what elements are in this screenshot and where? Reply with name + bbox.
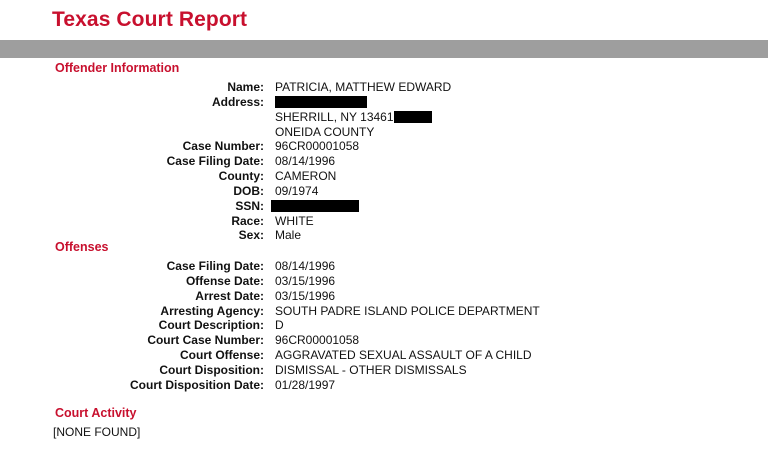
address-line2-value: SHERRILL, NY 13461 [275, 110, 432, 125]
arresting-agency-value: SOUTH PADRE ISLAND POLICE DEPARTMENT [275, 303, 540, 318]
field-label: Offense Date: [185, 273, 264, 288]
field-label: Case Filing Date: [166, 154, 264, 169]
field-label: Arresting Agency: [160, 303, 264, 318]
offender-address-line3-row [0, 125, 768, 140]
address-zip-redaction [394, 111, 432, 123]
section-title-court-activity: Court Activity [55, 406, 137, 420]
offender-name-row [0, 80, 768, 95]
arresting-agency-row [0, 304, 768, 319]
offender-info-list [0, 80, 768, 243]
ssn-redaction [271, 199, 359, 214]
court-offense-value: AGGRAVATED SEXUAL ASSAULT OF A CHILD [275, 348, 532, 363]
court-case-number-value: 96CR00001058 [275, 333, 360, 348]
field-label: Name: [227, 80, 264, 94]
case-number-value: 96CR00001058 [275, 139, 360, 154]
field-label: Address: [211, 94, 264, 109]
offense-case-filing-date-row [0, 259, 768, 274]
field-label: Court Description: [158, 318, 264, 333]
court-disposition-date-value: 01/28/1997 [275, 377, 336, 392]
offender-case-filing-date-row [0, 154, 768, 169]
offense-date-row [0, 274, 768, 289]
field-label: Case Filing Date: [166, 259, 264, 273]
court-disposition-date-row [0, 378, 768, 393]
offender-ssn-row [0, 199, 768, 214]
court-description-row [0, 318, 768, 333]
offender-county-row [0, 169, 768, 184]
offender-race-row [0, 214, 768, 229]
field-label: Race: [231, 213, 264, 228]
case-filing-date-value: 08/14/1996 [275, 154, 336, 169]
address-redaction [275, 95, 367, 110]
header-divider-bar [0, 40, 768, 58]
report-title: Texas Court Report [52, 8, 248, 31]
section-title-offender: Offender Information [55, 61, 180, 75]
court-description-value: D [275, 318, 284, 333]
arrest-date-row [0, 289, 768, 304]
field-label: Sex: [238, 228, 264, 243]
offender-case-number-row [0, 139, 768, 154]
field-label: SSN: [235, 198, 264, 213]
field-label: Court Disposition Date: [130, 377, 264, 392]
sex-value: Male [275, 228, 302, 243]
arrest-date-value: 03/15/1996 [275, 288, 336, 303]
dob-value: 09/1974 [275, 183, 319, 198]
offenses-list [0, 259, 768, 393]
offender-sex-row [0, 228, 768, 243]
court-offense-row [0, 348, 768, 363]
offense-case-filing-date-value: 08/14/1996 [275, 259, 336, 273]
field-label: Arrest Date: [195, 288, 264, 303]
offender-name-value: PATRICIA, MATTHEW EDWARD [275, 80, 452, 94]
field-label: Case Number: [182, 139, 264, 154]
address-line3-value: ONEIDA COUNTY [275, 124, 375, 139]
court-activity-result: [NONE FOUND] [53, 425, 141, 439]
offense-date-value: 03/15/1996 [275, 273, 336, 288]
offender-address-row [0, 95, 768, 110]
field-label: DOB: [233, 183, 264, 198]
court-case-number-row [0, 333, 768, 348]
court-disposition-value: DISMISSAL - OTHER DISMISSALS [275, 362, 467, 377]
race-value: WHITE [275, 213, 314, 228]
county-value: CAMERON [275, 169, 337, 184]
field-label: Court Offense: [180, 348, 264, 363]
offender-dob-row [0, 184, 768, 199]
field-label: Court Case Number: [147, 333, 264, 348]
field-label: County: [218, 169, 264, 184]
offender-address-line2-row [0, 110, 768, 125]
court-disposition-row [0, 363, 768, 378]
section-title-offenses: Offenses [55, 240, 109, 254]
field-label: Court Disposition: [159, 362, 264, 377]
